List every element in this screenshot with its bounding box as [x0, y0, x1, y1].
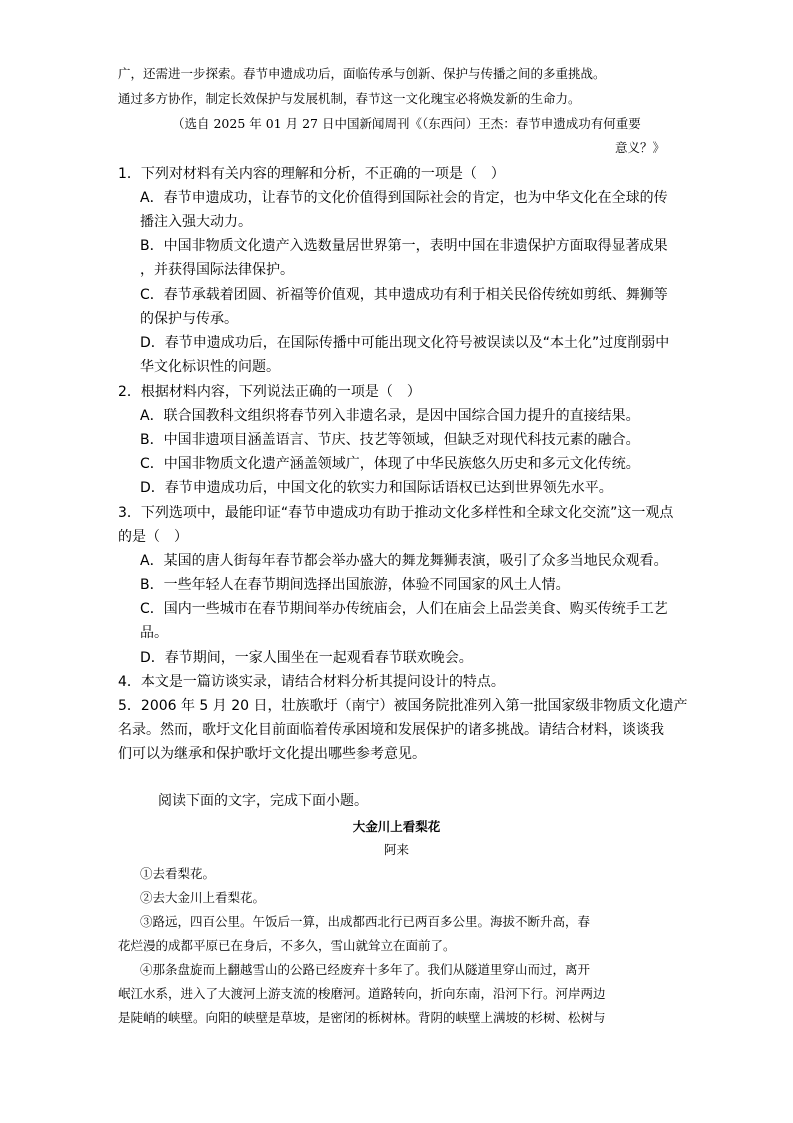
question-2-option-d: D．春节申遗成功后，中国文化的软实力和国际话语权已达到世界领先水平。 — [140, 480, 613, 496]
question-2-option-b: B．中国非遗项目涵盖语言、节庆、技艺等领域，但缺乏对现代科技元素的融合。 — [140, 432, 640, 448]
article-paragraph: ②去大金川上看梨花。 — [140, 890, 266, 905]
question-1-option-d: D．春节申遗成功后，在国际传播中可能出现文化符号被误读以及“本土化”过度削弱中 — [140, 335, 670, 351]
question-2-stem: 2．根据材料内容，下列说法正确的一项是（ ） — [118, 384, 421, 400]
question-2-option-a: A．联合国教科文组织将春节列入非遗名录，是因中国综合国力提升的直接结果。 — [140, 408, 640, 424]
question-4-stem: 4．本文是一篇访谈实录，请结合材料分析其提问设计的特点。 — [118, 674, 505, 690]
question-3-stem: 3．下列选项中，最能印证“春节申遗成功有助于推动文化多样性和全球文化交流”这一观点 — [118, 505, 674, 521]
question-1-option-c: 的保护与传承。 — [140, 311, 238, 327]
article-paragraph: ④那条盘旋而上翻越雪山的公路已经废弃十多年了。我们从隧道里穿山而过，离开 — [140, 962, 591, 977]
question-5-stem: 们可以为继承和保护歌圩文化提出哪些参考意见。 — [118, 746, 426, 762]
source-citation: 意义？》 — [614, 140, 665, 155]
question-3-option-c: C．国内一些城市在春节期间举办传统庙会，人们在庙会上品尝美食、购买传统手工艺 — [140, 601, 668, 617]
question-1-option-a: A．春节申遗成功，让春节的文化价值得到国际社会的肯定，也为中华文化在全球的传 — [140, 190, 668, 206]
intro-line: 通过多方协作，制定长效保护与发展机制，春节这一文化瑰宝必将焕发新的生命力。 — [118, 91, 581, 106]
article-paragraph: ③路远，四百公里。午饭后一算，出成都西北行已两百多公里。海拔不断升高，春 — [140, 914, 591, 929]
article-title: 大金川上看梨花 — [352, 819, 441, 834]
intro-line: 广，还需进一步探索。春节申遗成功后，面临传承与创新、保护与传播之间的多重挑战。 — [118, 66, 606, 81]
article-paragraph: 岷江水系，进入了大渡河上游支流的梭磨河。道路转向，折向东南，沿河下行。河岸两边 — [118, 986, 606, 1001]
question-1-option-b: ，并获得国际法律保护。 — [140, 262, 294, 278]
question-2-option-c: C．中国非物质文化遗产涵盖领域广，体现了中华民族悠久历史和多元文化传统。 — [140, 456, 640, 472]
question-1-stem: 1．下列对材料有关内容的理解和分析，不正确的一项是（ ） — [118, 166, 505, 182]
question-5-stem: 名录。然而，歌圩文化目前面临着传承困境和发展保护的诸多挑战。请结合材料，谈谈我 — [118, 722, 664, 738]
question-3-option-d: D．春节期间，一家人围坐在一起观看春节联欢晚会。 — [140, 650, 473, 666]
question-1-option-d: 华文化标识性的问题。 — [140, 359, 280, 375]
question-1-option-b: B．中国非物质文化遗产入选数量居世界第一，表明中国在非遗保护方面取得显著成果 — [140, 238, 668, 254]
question-5-stem: 5．2006 年 5 月 20 日，壮族歌圩（南宁）被国务院批准列入第一批国家级非物质文化遗产 — [118, 698, 688, 714]
question-3-option-c: 品。 — [140, 625, 168, 641]
question-3-option-b: B．一些年轻人在春节期间选择出国旅游，体验不同国家的风土人情。 — [140, 577, 570, 593]
question-3-stem: 的是（ ） — [118, 529, 188, 545]
source-citation: （选自 2025 年 01 月 27 日中国新闻周刊《（东西问）王杰：春节申遗成功有何重要 — [172, 116, 641, 131]
question-3-option-a: A．某国的唐人街每年春节都会举办盛大的舞龙舞狮表演，吸引了众多当地民众观看。 — [140, 553, 668, 569]
reading-instruction: 阅读下面的文字，完成下面小题。 — [158, 793, 368, 809]
question-1-option-a: 播注入强大动力。 — [140, 214, 252, 230]
article-author: 阿来 — [383, 842, 409, 857]
question-1-option-c: C．春节承载着团圆、祈福等价值观，其申遗成功有利于相关民俗传统如剪纸、舞狮等 — [140, 287, 668, 303]
article-paragraph: 花烂漫的成都平原已在身后，不多久，雪山就耸立在面前了。 — [118, 938, 456, 953]
article-paragraph: 是陡峭的峡壁。向阳的峡壁是草坡，是密闭的栎树林。背阴的峡壁上满坡的杉树、松树与 — [118, 1010, 606, 1025]
article-paragraph: ①去看梨花。 — [140, 866, 216, 881]
